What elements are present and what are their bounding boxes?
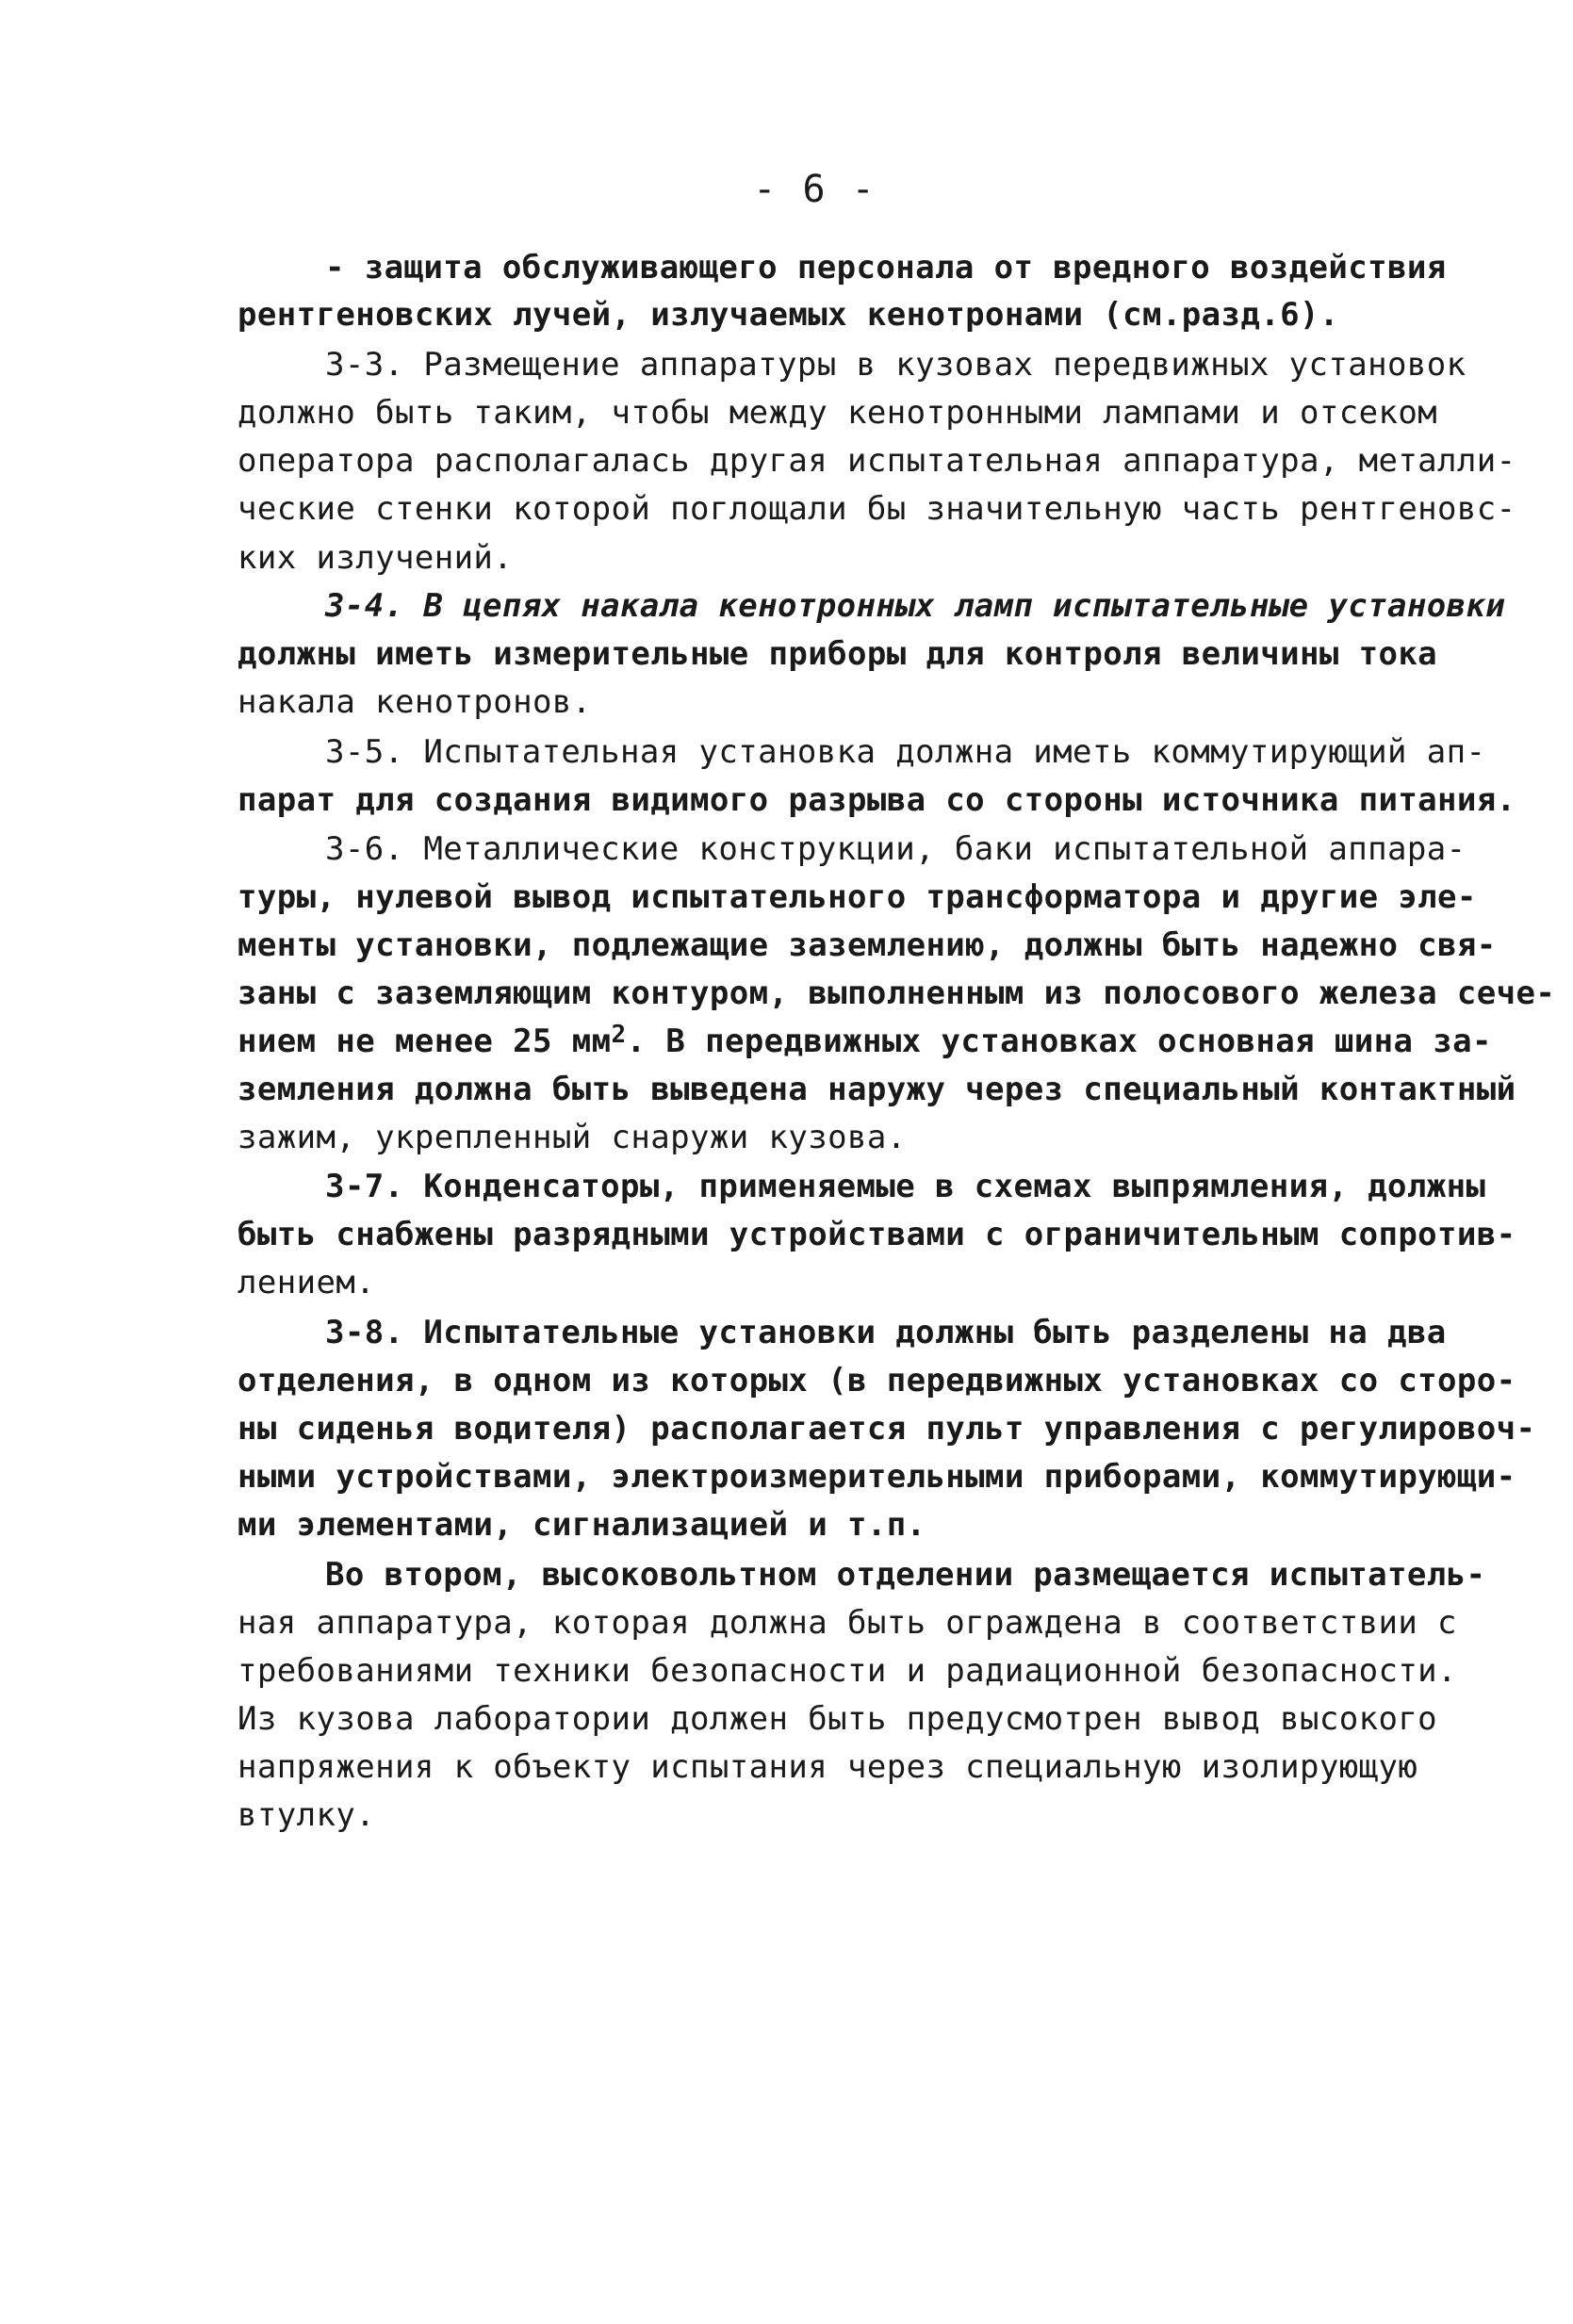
text-line: 3-6. Металлические конструкции, баки испытательной аппара- <box>325 830 1466 868</box>
text-line: менты установки, подлежащие заземлению, должны быть надежно свя- <box>238 926 1497 964</box>
text-line: втулку. <box>238 1796 376 1834</box>
text-line: 3-3. Размещение аппаратуры в кузовах передвижных установок <box>325 346 1466 384</box>
text-line: заны с заземляющим контуром, выполненным из полосового железа сече- <box>238 974 1556 1012</box>
text-line: 3-5. Испытательная установка должна иметь коммутирующий ап- <box>325 733 1486 771</box>
text-line: 3-7. Конденсаторы, применяемые в схемах выпрямления, должны <box>325 1168 1486 1205</box>
text-line: напряжения к объекту испытания через специальную изолирующую <box>238 1748 1418 1786</box>
text-line <box>238 1021 1492 1065</box>
text-line: накала кенотронов. <box>238 683 592 721</box>
text-line: ная аппаратура, которая должна быть ограждена в соответствии с <box>238 1604 1457 1642</box>
text-line: туры, нулевой вывод испытательного трансформатора и другие эле- <box>238 878 1477 916</box>
text-line: должно быть таким, чтобы между кенотронными лампами и отсеком <box>238 394 1438 432</box>
text-line: ких излучений. <box>238 539 514 577</box>
text-line: ны сиденья водителя) располагается пульт управления с регулировоч- <box>238 1410 1536 1448</box>
text-line: 3-4. В цепях накала кенотронных ламп испытательные установки <box>325 587 1506 625</box>
text-segment: нием не менее 25 мм <box>238 1023 612 1060</box>
text-line: земления должна быть выведена наружу через специальный контактный <box>238 1071 1516 1108</box>
text-line: Во втором, высоковольтном отделении размещается испытатель- <box>325 1556 1486 1594</box>
text-line: должны иметь измерительные приборы для контроля величины тока <box>238 635 1438 673</box>
superscript: 2 <box>611 1021 627 1049</box>
text-line: парат для создания видимого разрыва со стороны источника питания. <box>238 781 1516 819</box>
text-line: ми элементами, сигнализацией и т.п. <box>238 1506 926 1544</box>
text-segment: . В передвижных установках основная шина за- <box>626 1023 1492 1060</box>
text-line: Из кузова лаборатории должен быть предусмотрен вывод высокого <box>238 1700 1438 1738</box>
text-line: лением. <box>238 1264 376 1301</box>
page-number: - 6 - <box>753 168 877 211</box>
text-line: требованиями техники безопасности и радиационной безопасности. <box>238 1652 1457 1690</box>
text-line: ными устройствами, электроизмерительными приборами, коммутирующи- <box>238 1458 1516 1496</box>
text-line: 3-8. Испытательные установки должны быть разделены на два <box>325 1314 1447 1351</box>
text-line: оператора располагалась другая испытательная аппаратура, металли- <box>238 442 1516 480</box>
text-line: рентгеновских лучей, излучаемых кенотронами (см.разд.6). <box>238 296 1339 334</box>
text-line: ческие стенки которой поглощали бы значительную часть рентгеновс- <box>238 490 1516 528</box>
text-line: отделения, в одном из которых (в передвижных установках со сторо- <box>238 1362 1516 1399</box>
text-line: - защита обслуживающего персонала от вредного воздействия <box>325 249 1447 286</box>
text-line: быть снабжены разрядными устройствами с ограничительным сопротив- <box>238 1216 1516 1253</box>
text-line: зажим, укрепленный снаружи кузова. <box>238 1119 907 1156</box>
